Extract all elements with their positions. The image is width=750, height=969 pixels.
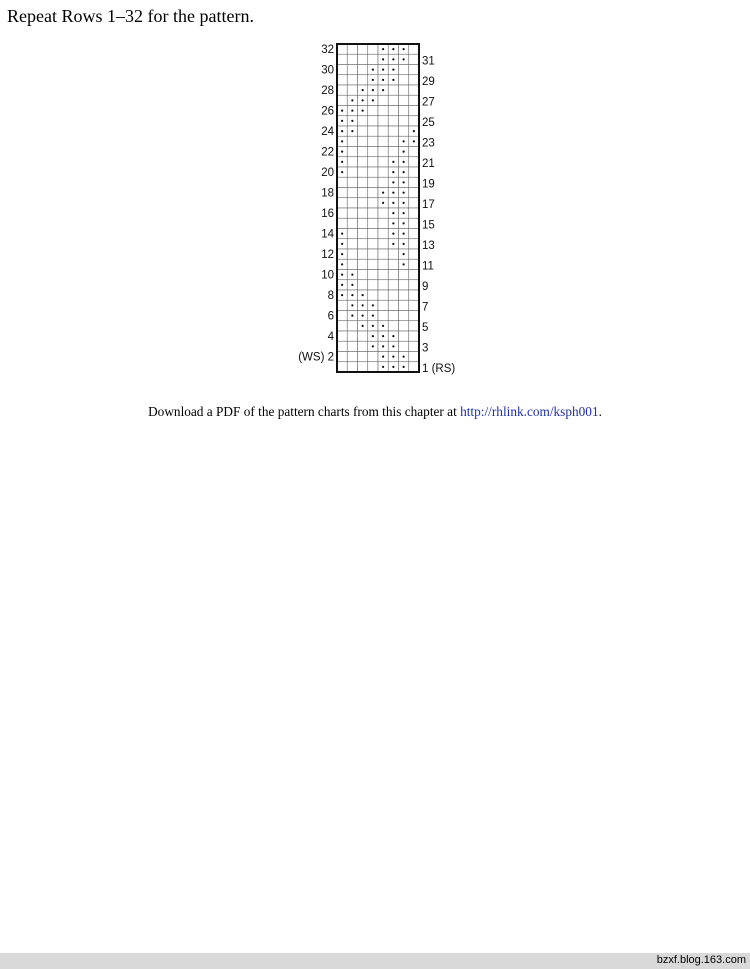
purl-dot bbox=[341, 284, 343, 286]
chart-cell bbox=[388, 300, 398, 310]
chart-cell bbox=[388, 321, 398, 331]
chart-cell bbox=[337, 75, 347, 85]
purl-dot bbox=[372, 69, 374, 71]
row-label-right: 1 (RS) bbox=[422, 362, 456, 375]
purl-dot bbox=[372, 315, 374, 317]
chart-cell bbox=[409, 239, 419, 249]
chart-cell bbox=[378, 167, 388, 177]
chart-cell bbox=[368, 188, 378, 198]
chart-cell bbox=[358, 270, 368, 280]
chart-cell bbox=[368, 290, 378, 300]
chart-cell bbox=[399, 126, 409, 136]
chart-cell bbox=[337, 44, 347, 54]
chart-cell bbox=[368, 362, 378, 372]
purl-dot bbox=[403, 48, 405, 50]
purl-dot bbox=[351, 304, 353, 306]
row-label-left: 32 bbox=[321, 44, 334, 57]
chart-cell bbox=[347, 198, 357, 208]
chart-cell bbox=[399, 95, 409, 105]
row-label-right: 27 bbox=[422, 96, 435, 109]
chart-cell bbox=[358, 177, 368, 187]
purl-dot bbox=[392, 171, 394, 173]
chart-cell bbox=[409, 362, 419, 372]
chart-cell bbox=[378, 229, 388, 239]
chart-cell bbox=[409, 147, 419, 157]
purl-dot bbox=[403, 171, 405, 173]
chart-cell bbox=[378, 106, 388, 116]
purl-dot bbox=[362, 110, 364, 112]
chart-cell bbox=[409, 229, 419, 239]
chart-cell bbox=[378, 280, 388, 290]
chart-cell bbox=[358, 75, 368, 85]
chart-cell bbox=[368, 239, 378, 249]
chart-cell bbox=[388, 249, 398, 259]
row-label-right: 29 bbox=[422, 75, 435, 88]
row-label-right: 21 bbox=[422, 157, 435, 170]
row-label-left: 30 bbox=[321, 64, 334, 77]
chart-cell bbox=[409, 208, 419, 218]
chart-cell bbox=[399, 311, 409, 321]
purl-dot bbox=[403, 243, 405, 245]
purl-dot bbox=[341, 263, 343, 265]
chart-cell bbox=[337, 300, 347, 310]
chart-cell bbox=[409, 249, 419, 259]
knitting-chart bbox=[282, 40, 462, 385]
chart-cell bbox=[347, 362, 357, 372]
purl-dot bbox=[372, 325, 374, 327]
purl-dot bbox=[382, 58, 384, 60]
chart-cell bbox=[409, 75, 419, 85]
chart-cell bbox=[368, 147, 378, 157]
chart-cell bbox=[409, 218, 419, 228]
chart-cell bbox=[399, 65, 409, 75]
chart-cell bbox=[347, 331, 357, 341]
purl-dot bbox=[351, 284, 353, 286]
chart-cell bbox=[358, 157, 368, 167]
row-label-right: 9 bbox=[422, 280, 429, 293]
purl-dot bbox=[382, 79, 384, 81]
purl-dot bbox=[413, 130, 415, 132]
chart-cell bbox=[399, 270, 409, 280]
chart-cell bbox=[337, 65, 347, 75]
chart-cell bbox=[409, 54, 419, 64]
chart-cell bbox=[347, 341, 357, 351]
chart-cell bbox=[399, 300, 409, 310]
chart-cell bbox=[399, 331, 409, 341]
chart-cell bbox=[358, 229, 368, 239]
purl-dot bbox=[403, 233, 405, 235]
chart-cell bbox=[399, 106, 409, 116]
chart-cell bbox=[388, 290, 398, 300]
purl-dot bbox=[351, 110, 353, 112]
purl-dot bbox=[403, 212, 405, 214]
chart-cell bbox=[368, 136, 378, 146]
chart-cell bbox=[388, 259, 398, 269]
purl-dot bbox=[392, 79, 394, 81]
purl-dot bbox=[351, 99, 353, 101]
purl-dot bbox=[392, 212, 394, 214]
chart-cell bbox=[337, 177, 347, 187]
chart-cell bbox=[358, 136, 368, 146]
chart-cell bbox=[347, 147, 357, 157]
row-label-left: 8 bbox=[327, 290, 334, 303]
chart-cell bbox=[347, 136, 357, 146]
chart-cell bbox=[358, 54, 368, 64]
row-label-left: 12 bbox=[321, 249, 334, 262]
chart-cell bbox=[337, 331, 347, 341]
row-label-left: 18 bbox=[321, 187, 334, 200]
chart-cell bbox=[358, 218, 368, 228]
purl-dot bbox=[392, 48, 394, 50]
chart-cell bbox=[337, 54, 347, 64]
row-label-right: 19 bbox=[422, 178, 435, 191]
chart-cell bbox=[347, 239, 357, 249]
chart-cell bbox=[368, 54, 378, 64]
purl-dot bbox=[392, 202, 394, 204]
instruction-text: Repeat Rows 1–32 for the pattern. bbox=[7, 6, 254, 26]
chart-cell bbox=[337, 352, 347, 362]
purl-dot bbox=[392, 69, 394, 71]
row-label-left: 22 bbox=[321, 146, 334, 159]
chart-cell bbox=[347, 157, 357, 167]
chart-cell bbox=[347, 259, 357, 269]
chart-cell bbox=[378, 136, 388, 146]
purl-dot bbox=[403, 366, 405, 368]
chart-cell bbox=[347, 352, 357, 362]
chart-cell bbox=[347, 229, 357, 239]
chart-cell bbox=[378, 300, 388, 310]
chart-cell bbox=[337, 85, 347, 95]
chart-cell bbox=[368, 167, 378, 177]
chart-cell bbox=[368, 177, 378, 187]
chart-cell bbox=[358, 341, 368, 351]
purl-dot bbox=[382, 202, 384, 204]
chart-cell bbox=[358, 198, 368, 208]
chart-cell bbox=[358, 249, 368, 259]
purl-dot bbox=[362, 89, 364, 91]
chart-cell bbox=[358, 280, 368, 290]
row-label-left: 20 bbox=[321, 167, 334, 180]
purl-dot bbox=[382, 335, 384, 337]
purl-dot bbox=[372, 89, 374, 91]
chart-cell bbox=[368, 106, 378, 116]
purl-dot bbox=[341, 243, 343, 245]
purl-dot bbox=[403, 263, 405, 265]
chart-cell bbox=[409, 259, 419, 269]
purl-dot bbox=[403, 161, 405, 163]
chart-cell bbox=[358, 147, 368, 157]
chart-cell bbox=[337, 95, 347, 105]
purl-dot bbox=[403, 253, 405, 255]
chart-cell bbox=[409, 198, 419, 208]
chart-cell bbox=[358, 362, 368, 372]
purl-dot bbox=[392, 356, 394, 358]
purl-dot bbox=[382, 325, 384, 327]
purl-dot bbox=[403, 192, 405, 194]
chart-cell bbox=[378, 259, 388, 269]
purl-dot bbox=[382, 356, 384, 358]
chart-cell bbox=[337, 188, 347, 198]
caption bbox=[0, 403, 750, 421]
purl-dot bbox=[382, 69, 384, 71]
purl-dot bbox=[341, 253, 343, 255]
purl-dot bbox=[403, 140, 405, 142]
chart-cell bbox=[347, 208, 357, 218]
chart-cell bbox=[378, 290, 388, 300]
chart-cell bbox=[368, 208, 378, 218]
chart-cell bbox=[378, 177, 388, 187]
footer-site: bzxf.blog.163.com bbox=[656, 954, 746, 966]
row-label-right: 3 bbox=[422, 342, 429, 355]
purl-dot bbox=[392, 192, 394, 194]
chart-cell bbox=[337, 362, 347, 372]
chart-cell bbox=[388, 116, 398, 126]
chart-cell bbox=[337, 218, 347, 228]
purl-dot bbox=[362, 315, 364, 317]
chart-cell bbox=[409, 188, 419, 198]
purl-dot bbox=[341, 151, 343, 153]
chart-cell bbox=[368, 280, 378, 290]
chart-cell bbox=[399, 75, 409, 85]
chart-cell bbox=[378, 147, 388, 157]
chart-cell bbox=[399, 85, 409, 95]
row-label-left: 14 bbox=[321, 228, 334, 241]
chart-cell bbox=[347, 65, 357, 75]
chart-cell bbox=[347, 218, 357, 228]
chart-cell bbox=[399, 290, 409, 300]
footer-bar bbox=[0, 953, 750, 969]
purl-dot bbox=[351, 130, 353, 132]
row-label-left: 6 bbox=[327, 310, 334, 323]
chart-cell bbox=[388, 270, 398, 280]
chart-cell bbox=[347, 177, 357, 187]
chart-cell bbox=[378, 311, 388, 321]
purl-dot bbox=[362, 304, 364, 306]
purl-dot bbox=[351, 120, 353, 122]
purl-dot bbox=[341, 110, 343, 112]
purl-dot bbox=[403, 356, 405, 358]
chart-cell bbox=[409, 270, 419, 280]
purl-dot bbox=[382, 89, 384, 91]
chart-cell bbox=[368, 44, 378, 54]
purl-dot bbox=[403, 58, 405, 60]
caption-text: Download a PDF of the pattern charts from this chapter at bbox=[148, 404, 461, 420]
chart-cell bbox=[347, 54, 357, 64]
chart-cell bbox=[368, 116, 378, 126]
chart-cell bbox=[388, 85, 398, 95]
row-label-right: 23 bbox=[422, 137, 435, 150]
purl-dot bbox=[403, 151, 405, 153]
caption-end: . bbox=[598, 404, 602, 420]
purl-dot bbox=[392, 58, 394, 60]
chart-cell bbox=[388, 311, 398, 321]
purl-dot bbox=[392, 233, 394, 235]
purl-dot bbox=[382, 345, 384, 347]
chart-cell bbox=[358, 352, 368, 362]
chart-cell bbox=[409, 106, 419, 116]
chart-cell bbox=[378, 208, 388, 218]
chart-cell bbox=[358, 126, 368, 136]
chart-cell bbox=[399, 280, 409, 290]
chart-cell bbox=[368, 218, 378, 228]
chart-cell bbox=[347, 85, 357, 95]
chart-cell bbox=[368, 352, 378, 362]
chart-cell bbox=[409, 280, 419, 290]
purl-dot bbox=[403, 181, 405, 183]
chart-cell bbox=[388, 136, 398, 146]
chart-cell bbox=[368, 259, 378, 269]
row-label-left: 4 bbox=[327, 331, 334, 344]
chart-cell bbox=[409, 167, 419, 177]
chart-cell bbox=[368, 270, 378, 280]
chart-cell bbox=[368, 157, 378, 167]
chart-cell bbox=[358, 116, 368, 126]
chart-cell bbox=[368, 229, 378, 239]
purl-dot bbox=[392, 243, 394, 245]
chart-cell bbox=[409, 85, 419, 95]
purl-dot bbox=[341, 171, 343, 173]
chart-cell bbox=[358, 65, 368, 75]
row-label-left: (WS) 2 bbox=[298, 351, 334, 364]
chart-cell bbox=[409, 44, 419, 54]
purl-dot bbox=[362, 99, 364, 101]
chart-cell bbox=[409, 177, 419, 187]
row-label-right: 31 bbox=[422, 55, 435, 68]
chart-cell bbox=[388, 106, 398, 116]
purl-dot bbox=[372, 345, 374, 347]
chart-cell bbox=[409, 352, 419, 362]
purl-dot bbox=[372, 99, 374, 101]
chart-cell bbox=[388, 280, 398, 290]
purl-dot bbox=[341, 120, 343, 122]
purl-dot bbox=[341, 274, 343, 276]
row-label-left: 10 bbox=[321, 269, 334, 282]
chart-cell bbox=[347, 44, 357, 54]
chart-cell bbox=[409, 331, 419, 341]
purl-dot bbox=[392, 345, 394, 347]
row-label-right: 7 bbox=[422, 301, 429, 314]
chart-cell bbox=[368, 198, 378, 208]
chart-cell bbox=[388, 126, 398, 136]
chart-cell bbox=[399, 116, 409, 126]
chart-cell bbox=[388, 147, 398, 157]
chart-cell bbox=[347, 321, 357, 331]
chart-cell bbox=[409, 341, 419, 351]
purl-dot bbox=[392, 161, 394, 163]
purl-dot bbox=[413, 140, 415, 142]
purl-dot bbox=[341, 294, 343, 296]
chart-cell bbox=[409, 116, 419, 126]
purl-dot bbox=[382, 48, 384, 50]
row-label-right: 17 bbox=[422, 198, 435, 211]
purl-dot bbox=[362, 294, 364, 296]
purl-dot bbox=[341, 161, 343, 163]
chart-cell bbox=[399, 321, 409, 331]
chart-cell bbox=[337, 311, 347, 321]
purl-dot bbox=[403, 202, 405, 204]
chart-cell bbox=[388, 95, 398, 105]
row-label-left: 28 bbox=[321, 85, 334, 98]
purl-dot bbox=[351, 315, 353, 317]
chart-cell bbox=[347, 249, 357, 259]
chart-cell bbox=[337, 198, 347, 208]
chart-cell bbox=[358, 259, 368, 269]
chart-cell bbox=[337, 341, 347, 351]
row-label-left: 16 bbox=[321, 208, 334, 221]
chart-cell bbox=[409, 300, 419, 310]
chart-cell bbox=[368, 126, 378, 136]
chart-cell bbox=[409, 321, 419, 331]
chart-cell bbox=[378, 249, 388, 259]
chart-cell bbox=[337, 208, 347, 218]
chart-cell bbox=[347, 75, 357, 85]
chart-cell bbox=[368, 249, 378, 259]
chart-cell bbox=[347, 188, 357, 198]
row-label-left: 24 bbox=[321, 126, 334, 139]
chart-cell bbox=[358, 208, 368, 218]
purl-dot bbox=[341, 233, 343, 235]
purl-dot bbox=[351, 274, 353, 276]
chart-cell bbox=[378, 270, 388, 280]
purl-dot bbox=[351, 294, 353, 296]
row-label-right: 15 bbox=[422, 219, 435, 232]
row-label-right: 13 bbox=[422, 239, 435, 252]
chart-cell bbox=[409, 311, 419, 321]
knitting-chart-svg bbox=[282, 40, 462, 385]
chart-cell bbox=[337, 321, 347, 331]
purl-dot bbox=[341, 130, 343, 132]
purl-dot bbox=[392, 335, 394, 337]
chart-cell bbox=[409, 95, 419, 105]
purl-dot bbox=[382, 192, 384, 194]
purl-dot bbox=[382, 366, 384, 368]
chart-cell bbox=[399, 341, 409, 351]
chart-cell bbox=[378, 95, 388, 105]
chart-cell bbox=[409, 157, 419, 167]
chart-cell bbox=[347, 167, 357, 177]
chart-cell bbox=[358, 44, 368, 54]
row-label-right: 5 bbox=[422, 321, 429, 334]
purl-dot bbox=[392, 222, 394, 224]
chart-cell bbox=[409, 290, 419, 300]
purl-dot bbox=[362, 325, 364, 327]
purl-dot bbox=[372, 335, 374, 337]
pdf-download-link[interactable]: http://rhlink.com/ksph001 bbox=[460, 404, 599, 420]
purl-dot bbox=[372, 79, 374, 81]
chart-cell bbox=[378, 218, 388, 228]
purl-dot bbox=[403, 222, 405, 224]
purl-dot bbox=[392, 366, 394, 368]
chart-cell bbox=[358, 167, 368, 177]
chart-cell bbox=[378, 116, 388, 126]
purl-dot bbox=[341, 140, 343, 142]
chart-cell bbox=[378, 157, 388, 167]
row-label-left: 26 bbox=[321, 105, 334, 118]
row-label-right: 11 bbox=[422, 260, 434, 273]
chart-cell bbox=[378, 126, 388, 136]
purl-dot bbox=[392, 181, 394, 183]
row-label-right: 25 bbox=[422, 116, 435, 129]
chart-cell bbox=[409, 65, 419, 75]
chart-cell bbox=[358, 188, 368, 198]
chart-cell bbox=[378, 239, 388, 249]
chart-cell bbox=[358, 331, 368, 341]
chart-cell bbox=[358, 239, 368, 249]
purl-dot bbox=[372, 304, 374, 306]
